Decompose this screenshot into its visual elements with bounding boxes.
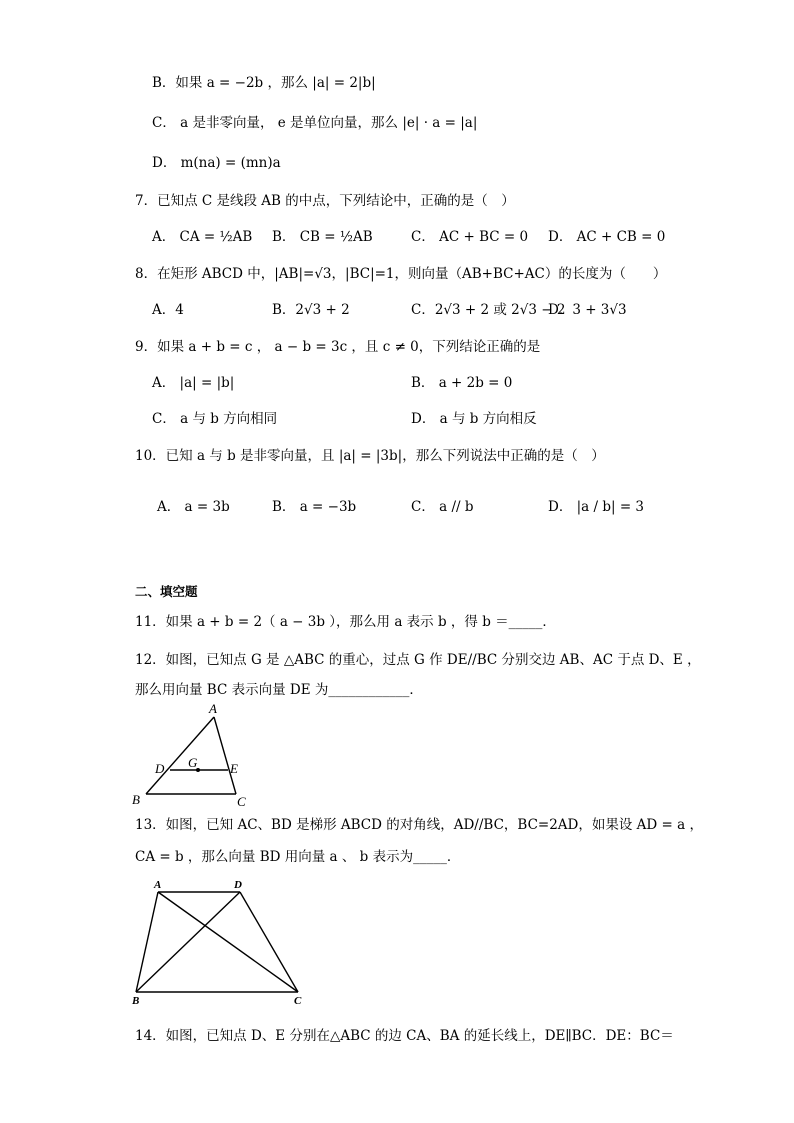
fig12-label-g: G xyxy=(188,755,198,770)
q6-option-c: C． a 是非零向量， e 是单位向量，那么 |e| · a = |a| xyxy=(152,115,478,131)
fig13-label-b: B xyxy=(132,995,140,1007)
q7-option-b: B． CB = ½AB xyxy=(272,229,373,245)
q7-stem: 7．已知点 C 是线段 AB 的中点，下列结论中，正确的是（ ） xyxy=(135,193,515,209)
fig12-label-a: A xyxy=(209,701,217,716)
fig13-label-c: C xyxy=(294,995,302,1007)
q9-option-d: D． a 与 b 方向相反 xyxy=(411,411,537,427)
q6-option-d: D． m(na) = (mn)a xyxy=(152,155,281,171)
q13-line2: CA = b ，那么向量 BD 用向量 a 、 b 表示为_____． xyxy=(135,849,461,865)
q13-line1: 13．如图，已知 AC、BD 是梯形 ABCD 的对角线，AD//BC，BC=2AD，如果设 AD = a ， xyxy=(135,817,703,833)
q10-option-a: A． a = 3b xyxy=(157,499,230,515)
q11-text: 11．如果 a + b = 2（ a − 3b ），那么用 a 表示 b ，得 b ＝_____． xyxy=(135,614,556,630)
q12-line1: 12．如图，已知点 G 是 △ABC 的重心，过点 G 作 DE//BC 分别交边 AB、AC 于点 D、E ， xyxy=(135,652,701,668)
q8-option-d: D．3 + 3√3 xyxy=(548,302,627,318)
q8-option-b: B．2√3 + 2 xyxy=(272,302,350,318)
q6-option-b: B．如果 a = −2b ，那么 |a| = 2|b| xyxy=(152,75,376,91)
q10-stem: 10．已知 a 与 b 是非零向量，且 |a| = |3b|，那么下列说法中正确的是（ ） xyxy=(135,448,605,464)
fig13-label-a: A xyxy=(154,879,162,891)
q9-option-c: C． a 与 b 方向相同 xyxy=(152,411,278,427)
q10-option-b: B． a = −3b xyxy=(272,499,357,515)
q8-option-a: A．4 xyxy=(152,302,184,318)
fig12-label-e: E xyxy=(230,761,238,776)
q7-option-c: C． AC + BC = 0 xyxy=(411,229,529,245)
fig12-label-b: B xyxy=(132,792,140,807)
q7-option-a: A． CA = ½AB xyxy=(152,229,253,245)
q14-text: 14．如图，已知点 D、E 分别在△ABC 的边 CA、BA 的延长线上，DE∥BC．DE：BC＝ xyxy=(135,1028,674,1044)
q10-option-d: D． |a / b| = 3 xyxy=(548,499,645,515)
q12-line2: 那么用向量 BC 表示向量 DE 为____________． xyxy=(135,682,423,698)
fig13-label-d: D xyxy=(234,879,242,891)
q8-option-c: C．2√3 + 2 或 2√3 − 2 xyxy=(411,302,566,318)
q12-triangle-figure xyxy=(128,700,258,812)
section-heading-fill-in: 二、填空题 xyxy=(135,584,198,599)
q10-option-c: C． a // b xyxy=(411,499,474,515)
fig12-label-d: D xyxy=(155,761,165,776)
q8-stem: 8．在矩形 ABCD 中，|AB|=√3，|BC|=1，则向量（AB+BC+AC）的长度为（ ） xyxy=(135,266,667,282)
q9-option-b: B． a + 2b = 0 xyxy=(411,375,513,391)
fig12-label-c: C xyxy=(237,794,246,809)
q7-option-d: D． AC + CB = 0 xyxy=(548,229,666,245)
q13-trapezoid-figure xyxy=(128,876,318,1008)
q9-stem: 9．如果 a + b = c ， a − b = 3c ，且 c ≠ 0，下列结论正确的是 xyxy=(135,339,541,355)
q9-option-a: A． |a| = |b| xyxy=(152,375,235,391)
